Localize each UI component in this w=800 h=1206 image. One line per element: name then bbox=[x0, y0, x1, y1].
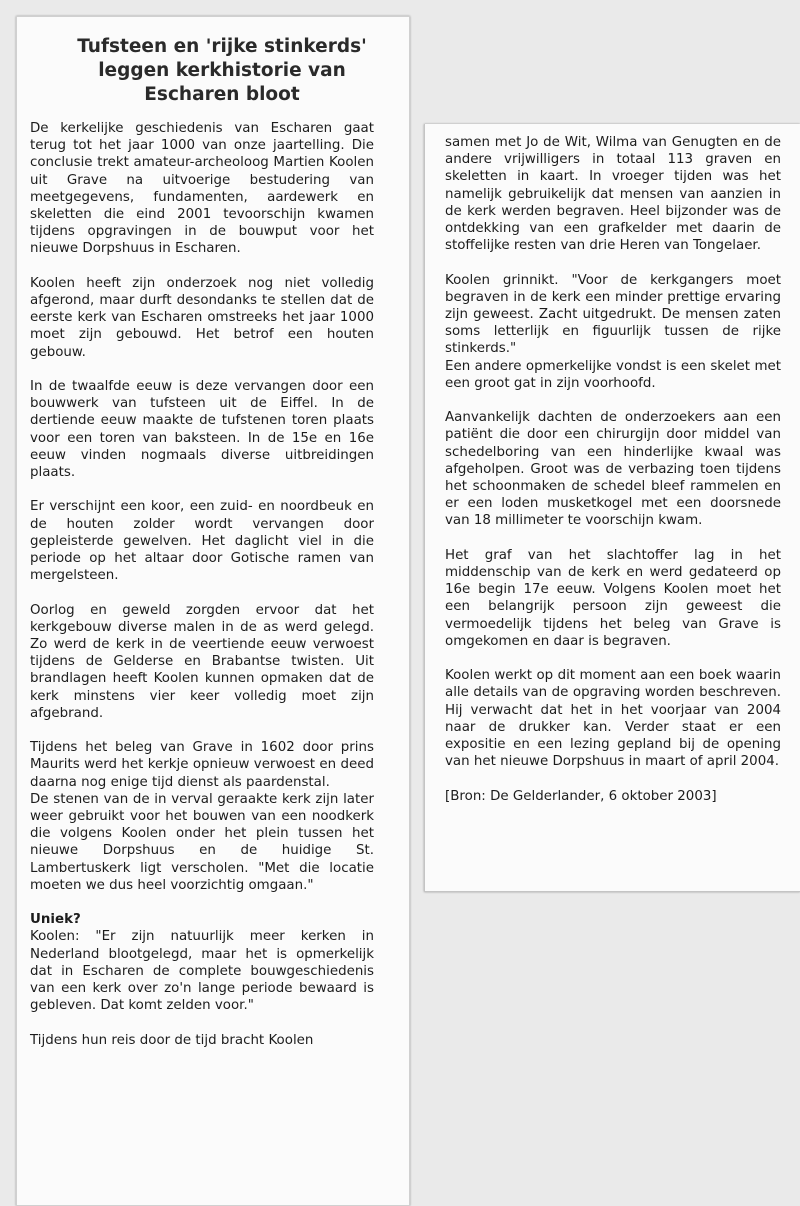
paragraph: Koolen heeft zijn onderzoek nog niet volledig afgerond, maar durft desondanks te stellen dat de eerste kerk van Escharen omstreeks het jaar 1000 moet zijn gebouwd. Het betrof een houten gebouw. bbox=[30, 275, 374, 360]
paragraph: Tijdens hun reis door de tijd bracht Koolen bbox=[30, 1032, 314, 1048]
article-clipping-right bbox=[424, 124, 800, 892]
article-title bbox=[51, 35, 393, 107]
paragraph: Tijdens het beleg van Grave in 1602 door prins Maurits werd het kerkje opnieuw verwoest en deed daarna nog enige tijd dienst als paardenstal. bbox=[30, 740, 374, 790]
paragraph: De stenen van de in verval geraakte kerk zijn later weer gebruikt voor het bouwen van een noodkerk die volgens Koolen onder het plein tussen het nieuwe Dorpshuus en de huidige St. Lambertuskerk ligt verscholen. "Met die locatie moeten we dus heel voorzichtig omgaan." bbox=[30, 791, 374, 893]
paragraph: In de twaalfde eeuw is deze vervangen door een bouwwerk van tufsteen uit de Eiffel. In de dertiende eeuw maakte de tufstenen toren plaats voor een toren van baksteen. In de 15e en 16e eeuw vinden nogmaals diverse uitbreidingen plaats. bbox=[30, 379, 374, 481]
source-citation: [Bron: De Gelderlander, 6 oktober 2003] bbox=[445, 788, 717, 804]
paragraph: Het graf van het slachtoffer lag in het middenschip van de kerk en werd gedateerd op 16e begin 17e eeuw. Volgens Koolen moet het een belangrijk persoon zijn geweest die vermoedelijk tijdens het beleg van Grave is omgekomen en daar is begraven. bbox=[445, 547, 781, 649]
left-column-text bbox=[30, 120, 374, 1066]
title-line-1: Tufsteen en 'rijke stinkerds' bbox=[77, 36, 367, 57]
paragraph: De kerkelijke geschiedenis van Escharen gaat terug tot het jaar 1000 van onze jaartelling. Die conclusie trekt amateur-archeoloog Martien Koolen uit Grave na uitvoerige bestudering van meetgegevens, fundamenten, aardewerk en skeletten die eind 2001 tevoorschijn kwamen tijdens opgravingen in de bouwput voor het nieuwe Dorpshuus in Escharen. bbox=[30, 121, 374, 257]
subheading: Uniek? bbox=[30, 912, 81, 928]
paragraph: Koolen: "Er zijn natuurlijk meer kerken in Nederland blootgelegd, maar het is opmerkelijk dat in Escharen de complete bouwgeschiedenis van een kerk over zo'n lange periode bewaard is gebleven. Dat komt zelden voor." bbox=[30, 929, 374, 1014]
paragraph: Koolen werkt op dit moment aan een boek waarin alle details van de opgraving worden beschreven. Hij verwacht dat het in het voorjaar van 2004 naar de drukker kan. Verder staat er een expositie en een lezing gepland bij de opening van het nieuwe Dorpshuus in maart of april 2004. bbox=[445, 668, 781, 770]
right-column-text bbox=[445, 134, 781, 822]
title-line-2: leggen kerkhistorie van bbox=[98, 60, 346, 81]
paragraph: Oorlog en geweld zorgden ervoor dat het kerkgebouw diverse malen in de as werd gelegd. Zo werd de kerk in de veertiende eeuw verwoest tijdens de Gelderse en Brabantse twisten. Uit brandlagen heeft Koolen kunnen opmaken dat de kerk minstens vier keer volledig moet zijn afgebrand. bbox=[30, 602, 374, 721]
paragraph: Er verschijnt een koor, een zuid- en noordbeuk en de houten zolder wordt vervangen door gepleisterde gewelven. Het daglicht viel in die periode op het altaar door Gotische ramen van mergelsteen. bbox=[30, 499, 374, 584]
paragraph: samen met Jo de Wit, Wilma van Genugten en de andere vrijwilligers in totaal 113 graven en skeletten in kaart. In vroeger tijden was het namelijk gebruikelijk dat mensen van aanzien in de kerk werden begraven. Heel bijzonder was de ontdekking van een grafkelder met daarin de stoffelijke resten van drie Heren van Tongelaer. bbox=[445, 135, 781, 254]
title-line-3: Escharen bloot bbox=[144, 84, 300, 105]
paragraph: Aanvankelijk dachten de onderzoekers aan een patiënt die door een chirurgijn door middel van schedelboring van een hinderlijke kwaal was afgeholpen. Groot was de verbazing toen tijdens het schoonmaken de schedel bleef rammelen en er een loden musketkogel met een doorsnede van 18 millimeter te voorschijn kwam. bbox=[445, 410, 781, 529]
paragraph: Koolen grinnikt. "Voor de kerkgangers moet begraven in de kerk een minder prettige ervaring zijn geweest. Zacht uitgedrukt. De mensen zaten soms letterlijk en figuurlijk tussen de rijke stinkerds." bbox=[445, 272, 781, 357]
paragraph: Een andere opmerkelijke vondst is een skelet met een groot gat in zijn voorhoofd. bbox=[445, 358, 781, 391]
